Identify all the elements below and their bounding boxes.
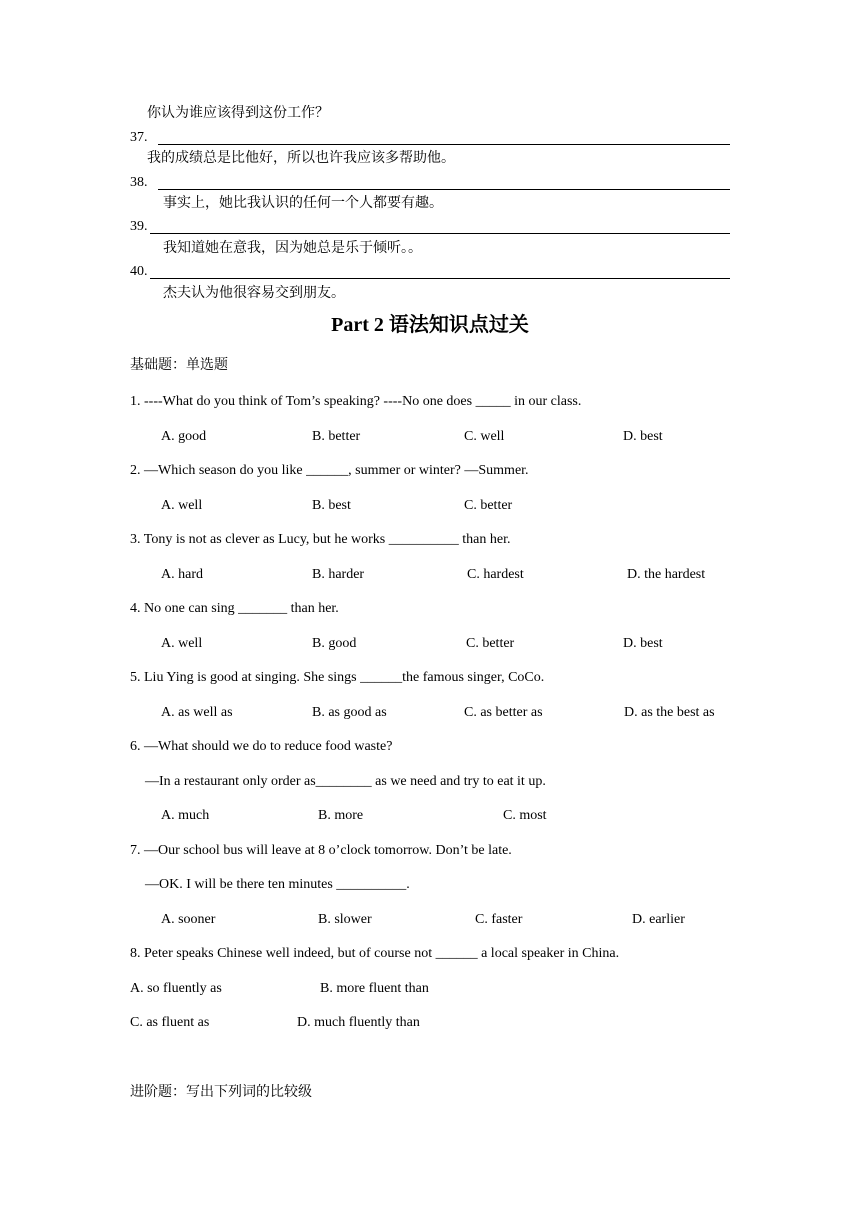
item-number-37: 37. xyxy=(130,130,148,145)
q3-option-c[interactable]: C. hardest xyxy=(467,567,524,582)
q7-option-a[interactable]: A. sooner xyxy=(161,912,216,927)
q1-option-d[interactable]: D. best xyxy=(623,429,663,444)
q2-option-a[interactable]: A. well xyxy=(161,498,203,513)
item-number-40: 40. xyxy=(130,264,148,279)
q8-option-a[interactable]: A. so fluently as xyxy=(130,981,222,996)
q3-option-a[interactable]: A. hard xyxy=(161,567,203,582)
section-basic-heading: 基础题：单选题 xyxy=(130,358,228,373)
translation-prompt-37: 我的成绩总是比他好，所以也许我应该多帮助他。 xyxy=(147,151,455,166)
q1-option-a[interactable]: A. good xyxy=(161,429,207,444)
translation-prompt-36: 你认为谁应该得到这份工作？ xyxy=(147,106,329,121)
translation-prompt-38: 事实上，她比我认识的任何一个人都要有趣。 xyxy=(163,196,443,211)
question-2-stem: 2. —Which season do you like ______, summer or winter? —Summer. xyxy=(130,463,529,478)
answer-line-39[interactable] xyxy=(150,233,730,234)
q5-option-a[interactable]: A. as well as xyxy=(161,705,233,720)
item-number-38: 38. xyxy=(130,175,148,190)
answer-line-38[interactable] xyxy=(158,189,730,190)
item-number-39: 39. xyxy=(130,219,148,234)
section-advanced-heading: 进阶题：写出下列词的比较级 xyxy=(130,1085,312,1100)
translation-prompt-40: 杰夫认为他很容易交到朋友。 xyxy=(163,286,345,301)
question-4-stem: 4. No one can sing _______ than her. xyxy=(130,601,339,616)
q6-option-b[interactable]: B. more xyxy=(318,808,364,823)
translation-prompt-39: 我知道她在意我，因为她总是乐于倾听。。 xyxy=(163,241,422,256)
question-6-stem: 6. —What should we do to reduce food waste? xyxy=(130,739,393,754)
question-8-stem: 8. Peter speaks Chinese well indeed, but of course not ______ a local speaker in China. xyxy=(130,946,620,961)
q2-option-c[interactable]: C. better xyxy=(464,498,513,513)
q7-option-c[interactable]: C. faster xyxy=(475,912,523,927)
question-3-stem: 3. Tony is not as clever as Lucy, but he works __________ than her. xyxy=(130,532,511,547)
q8-option-d[interactable]: D. much fluently than xyxy=(297,1015,420,1030)
question-7-response: —OK. I will be there ten minutes __________. xyxy=(145,877,410,892)
q8-option-b[interactable]: B. more fluent than xyxy=(320,981,429,996)
question-7-stem: 7. —Our school bus will leave at 8 o’clock tomorrow. Don’t be late. xyxy=(130,843,512,858)
q4-option-a[interactable]: A. well xyxy=(161,636,203,651)
question-6-response: —In a restaurant only order as________ as we need and try to eat it up. xyxy=(145,774,546,789)
q4-option-d[interactable]: D. best xyxy=(623,636,663,651)
q7-option-d[interactable]: D. earlier xyxy=(632,912,685,927)
q5-option-b[interactable]: B. as good as xyxy=(312,705,387,720)
q5-option-c[interactable]: C. as better as xyxy=(464,705,543,720)
q2-option-b[interactable]: B. best xyxy=(312,498,351,513)
answer-line-37[interactable] xyxy=(158,144,730,145)
q3-option-b[interactable]: B. harder xyxy=(312,567,365,582)
part2-title: Part 2 语法知识点过关 xyxy=(331,314,529,336)
q6-option-a[interactable]: A. much xyxy=(161,808,210,823)
q3-option-d[interactable]: D. the hardest xyxy=(627,567,706,582)
question-5-stem: 5. Liu Ying is good at singing. She sings ______the famous singer, CoCo. xyxy=(130,670,545,685)
q5-option-d[interactable]: D. as the best as xyxy=(624,705,715,720)
answer-line-40[interactable] xyxy=(150,278,730,279)
q7-option-b[interactable]: B. slower xyxy=(318,912,372,927)
question-1-stem: 1. ----What do you think of Tom’s speaking? ----No one does _____ in our class. xyxy=(130,394,582,409)
q4-option-b[interactable]: B. good xyxy=(312,636,357,651)
q1-option-c[interactable]: C. well xyxy=(464,429,505,444)
q4-option-c[interactable]: C. better xyxy=(466,636,515,651)
q8-option-c[interactable]: C. as fluent as xyxy=(130,1015,210,1030)
q1-option-b[interactable]: B. better xyxy=(312,429,361,444)
q6-option-c[interactable]: C. most xyxy=(503,808,547,823)
